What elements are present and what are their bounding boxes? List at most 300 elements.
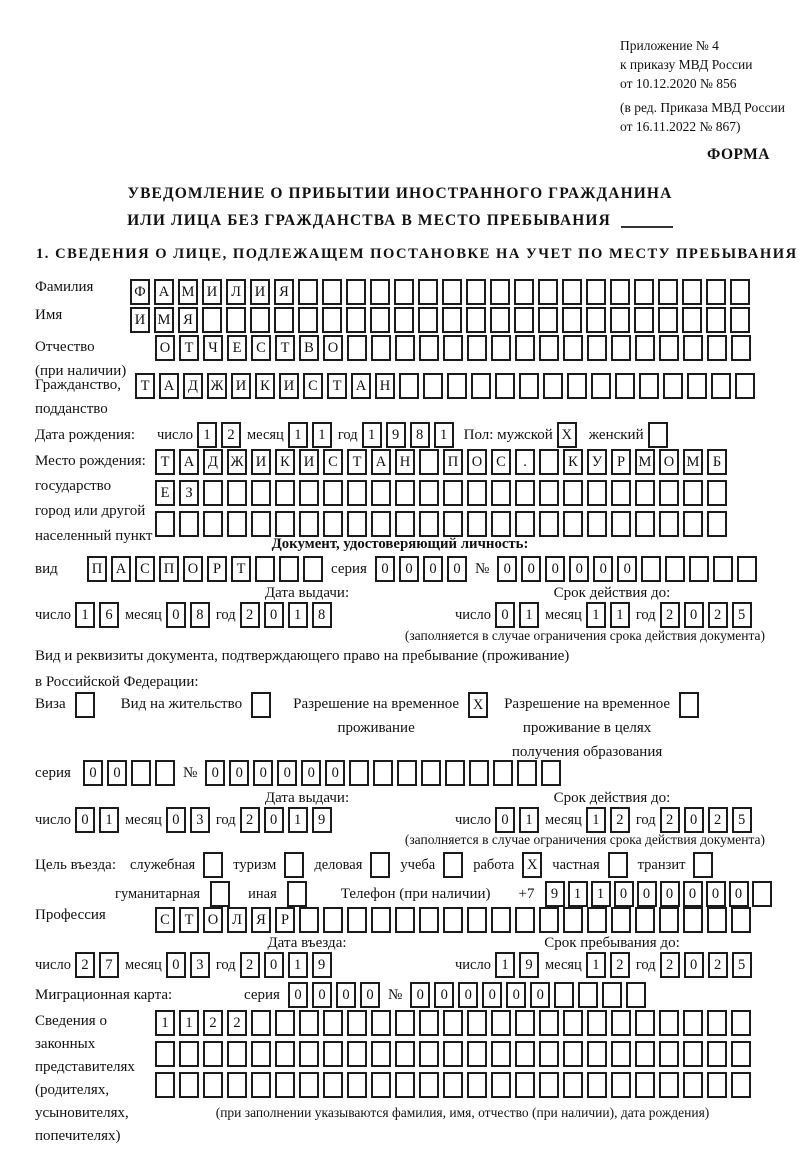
char-cell[interactable]: 0: [312, 982, 332, 1008]
char-cell[interactable]: [515, 907, 535, 933]
char-cell[interactable]: [322, 307, 342, 333]
char-cell[interactable]: [539, 1010, 559, 1036]
char-cell[interactable]: [323, 511, 343, 537]
char-cell[interactable]: 9: [386, 422, 406, 448]
char-cell[interactable]: 0: [482, 982, 502, 1008]
char-cell[interactable]: 0: [506, 982, 526, 1008]
char-cell[interactable]: 1: [362, 422, 382, 448]
char-cell[interactable]: [517, 760, 537, 786]
char-cell[interactable]: [371, 1010, 391, 1036]
char-cell[interactable]: [611, 907, 631, 933]
char-cell[interactable]: [443, 480, 463, 506]
char-cell[interactable]: И: [130, 307, 150, 333]
char-cell[interactable]: [515, 335, 535, 361]
char-cell[interactable]: [635, 511, 655, 537]
char-cell[interactable]: [731, 907, 751, 933]
char-cell[interactable]: П: [159, 556, 179, 582]
char-cell[interactable]: [155, 760, 175, 786]
char-cell[interactable]: 0: [495, 602, 515, 628]
char-cell[interactable]: [423, 373, 443, 399]
purpose-chastnaya-checkbox[interactable]: [608, 852, 628, 878]
char-cell[interactable]: [515, 1010, 535, 1036]
char-cell[interactable]: [203, 480, 223, 506]
char-cell[interactable]: 5: [732, 807, 752, 833]
char-cell[interactable]: П: [443, 449, 463, 475]
char-cell[interactable]: 0: [75, 807, 95, 833]
char-cell[interactable]: И: [250, 279, 270, 305]
char-cell[interactable]: [611, 480, 631, 506]
char-cell[interactable]: [615, 373, 635, 399]
char-cell[interactable]: [275, 1010, 295, 1036]
char-cell[interactable]: 0: [545, 556, 565, 582]
char-cell[interactable]: 2: [708, 952, 728, 978]
char-cell[interactable]: [75, 692, 95, 718]
char-cell[interactable]: [519, 373, 539, 399]
char-cell[interactable]: 9: [312, 807, 332, 833]
char-cell[interactable]: [419, 511, 439, 537]
char-cell[interactable]: [323, 1072, 343, 1098]
char-cell[interactable]: [299, 511, 319, 537]
char-cell[interactable]: [491, 1010, 511, 1036]
char-cell[interactable]: [467, 480, 487, 506]
char-cell[interactable]: 0: [683, 881, 703, 907]
char-cell[interactable]: [539, 1041, 559, 1067]
char-cell[interactable]: 1: [155, 1010, 175, 1036]
char-cell[interactable]: 7: [99, 952, 119, 978]
sex-female-checkbox[interactable]: [648, 422, 668, 448]
char-cell[interactable]: [299, 1010, 319, 1036]
char-cell[interactable]: [467, 1010, 487, 1036]
char-cell[interactable]: 1: [75, 602, 95, 628]
char-cell[interactable]: [490, 307, 510, 333]
char-cell[interactable]: К: [255, 373, 275, 399]
char-cell[interactable]: [659, 480, 679, 506]
char-cell[interactable]: [706, 307, 726, 333]
char-cell[interactable]: [567, 373, 587, 399]
char-cell[interactable]: [735, 373, 755, 399]
char-cell[interactable]: 5: [732, 952, 752, 978]
char-cell[interactable]: И: [299, 449, 319, 475]
char-cell[interactable]: Ч: [203, 335, 223, 361]
char-cell[interactable]: [687, 373, 707, 399]
char-cell[interactable]: [541, 760, 561, 786]
char-cell[interactable]: 0: [684, 952, 704, 978]
char-cell[interactable]: 0: [617, 556, 637, 582]
char-cell[interactable]: 9: [545, 881, 565, 907]
char-cell[interactable]: [155, 511, 175, 537]
char-cell[interactable]: 1: [288, 952, 308, 978]
char-cell[interactable]: [275, 1072, 295, 1098]
char-cell[interactable]: [303, 556, 323, 582]
char-cell[interactable]: [515, 1041, 535, 1067]
char-cell[interactable]: [443, 1010, 463, 1036]
char-cell[interactable]: [347, 1010, 367, 1036]
char-cell[interactable]: И: [202, 279, 222, 305]
char-cell[interactable]: [679, 692, 699, 718]
char-cell[interactable]: [397, 760, 417, 786]
char-cell[interactable]: 1: [197, 422, 217, 448]
char-cell[interactable]: [251, 692, 271, 718]
char-cell[interactable]: [347, 1041, 367, 1067]
char-cell[interactable]: [251, 511, 271, 537]
char-cell[interactable]: 0: [325, 760, 345, 786]
char-cell[interactable]: [466, 307, 486, 333]
char-cell[interactable]: [587, 480, 607, 506]
char-cell[interactable]: [371, 907, 391, 933]
char-cell[interactable]: [635, 1041, 655, 1067]
char-cell[interactable]: [563, 907, 583, 933]
char-cell[interactable]: [323, 907, 343, 933]
char-cell[interactable]: [611, 1010, 631, 1036]
char-cell[interactable]: [730, 279, 750, 305]
char-cell[interactable]: [298, 279, 318, 305]
char-cell[interactable]: [665, 556, 685, 582]
char-cell[interactable]: [371, 1041, 391, 1067]
char-cell[interactable]: [419, 335, 439, 361]
char-cell[interactable]: 9: [519, 952, 539, 978]
char-cell[interactable]: [227, 480, 247, 506]
char-cell[interactable]: [467, 335, 487, 361]
char-cell[interactable]: 6: [99, 602, 119, 628]
char-cell[interactable]: 0: [447, 556, 467, 582]
char-cell[interactable]: [578, 982, 598, 1008]
char-cell[interactable]: [491, 1072, 511, 1098]
char-cell[interactable]: [693, 852, 713, 878]
char-cell[interactable]: [634, 279, 654, 305]
char-cell[interactable]: Е: [155, 480, 175, 506]
char-cell[interactable]: [635, 1072, 655, 1098]
char-cell[interactable]: Т: [135, 373, 155, 399]
char-cell[interactable]: [635, 335, 655, 361]
char-cell[interactable]: 0: [495, 807, 515, 833]
char-cell[interactable]: С: [251, 335, 271, 361]
char-cell[interactable]: А: [371, 449, 391, 475]
purpose-ucheba-checkbox[interactable]: [443, 852, 463, 878]
char-cell[interactable]: 1: [568, 881, 588, 907]
char-cell[interactable]: С: [303, 373, 323, 399]
char-cell[interactable]: С: [155, 907, 175, 933]
char-cell[interactable]: X: [468, 692, 488, 718]
char-cell[interactable]: Т: [275, 335, 295, 361]
char-cell[interactable]: [467, 907, 487, 933]
char-cell[interactable]: [515, 480, 535, 506]
char-cell[interactable]: [347, 335, 367, 361]
char-cell[interactable]: 2: [660, 952, 680, 978]
char-cell[interactable]: 1: [288, 602, 308, 628]
char-cell[interactable]: 0: [253, 760, 273, 786]
char-cell[interactable]: 0: [375, 556, 395, 582]
edu-permit-checkbox[interactable]: [679, 692, 699, 718]
char-cell[interactable]: Д: [183, 373, 203, 399]
char-cell[interactable]: 0: [637, 881, 657, 907]
char-cell[interactable]: [539, 480, 559, 506]
char-cell[interactable]: 0: [301, 760, 321, 786]
char-cell[interactable]: [179, 511, 199, 537]
char-cell[interactable]: [395, 335, 415, 361]
char-cell[interactable]: 2: [75, 952, 95, 978]
char-cell[interactable]: И: [251, 449, 271, 475]
char-cell[interactable]: 8: [410, 422, 430, 448]
char-cell[interactable]: 0: [264, 602, 284, 628]
char-cell[interactable]: [658, 307, 678, 333]
char-cell[interactable]: [731, 335, 751, 361]
char-cell[interactable]: Т: [179, 335, 199, 361]
char-cell[interactable]: 0: [660, 881, 680, 907]
char-cell[interactable]: [179, 1072, 199, 1098]
char-cell[interactable]: О: [203, 907, 223, 933]
sex-male-checkbox[interactable]: [557, 422, 577, 448]
char-cell[interactable]: X: [557, 422, 577, 448]
char-cell[interactable]: М: [635, 449, 655, 475]
purpose-delovaya-checkbox[interactable]: [370, 852, 390, 878]
char-cell[interactable]: 0: [229, 760, 249, 786]
char-cell[interactable]: [539, 335, 559, 361]
char-cell[interactable]: [635, 907, 655, 933]
char-cell[interactable]: О: [659, 449, 679, 475]
char-cell[interactable]: К: [563, 449, 583, 475]
char-cell[interactable]: [610, 307, 630, 333]
char-cell[interactable]: 1: [288, 807, 308, 833]
char-cell[interactable]: [683, 907, 703, 933]
char-cell[interactable]: [659, 335, 679, 361]
char-cell[interactable]: [611, 1041, 631, 1067]
char-cell[interactable]: В: [299, 335, 319, 361]
char-cell[interactable]: Н: [395, 449, 415, 475]
char-cell[interactable]: [611, 335, 631, 361]
char-cell[interactable]: [227, 1041, 247, 1067]
char-cell[interactable]: [226, 307, 246, 333]
char-cell[interactable]: [635, 1010, 655, 1036]
char-cell[interactable]: [737, 556, 757, 582]
char-cell[interactable]: 0: [166, 602, 186, 628]
char-cell[interactable]: [539, 1072, 559, 1098]
char-cell[interactable]: 0: [530, 982, 550, 1008]
char-cell[interactable]: [659, 511, 679, 537]
char-cell[interactable]: С: [135, 556, 155, 582]
char-cell[interactable]: 0: [521, 556, 541, 582]
char-cell[interactable]: М: [154, 307, 174, 333]
temp-permit-checkbox[interactable]: [468, 692, 488, 718]
char-cell[interactable]: Ф: [130, 279, 150, 305]
char-cell[interactable]: О: [467, 449, 487, 475]
char-cell[interactable]: [514, 307, 534, 333]
char-cell[interactable]: 0: [360, 982, 380, 1008]
char-cell[interactable]: З: [179, 480, 199, 506]
char-cell[interactable]: [323, 480, 343, 506]
char-cell[interactable]: [442, 279, 462, 305]
char-cell[interactable]: [495, 373, 515, 399]
char-cell[interactable]: [347, 907, 367, 933]
char-cell[interactable]: А: [154, 279, 174, 305]
char-cell[interactable]: 2: [240, 807, 260, 833]
char-cell[interactable]: X: [522, 852, 542, 878]
char-cell[interactable]: [322, 279, 342, 305]
char-cell[interactable]: [752, 881, 772, 907]
char-cell[interactable]: Р: [275, 907, 295, 933]
char-cell[interactable]: [659, 1041, 679, 1067]
char-cell[interactable]: [587, 1010, 607, 1036]
char-cell[interactable]: [563, 480, 583, 506]
char-cell[interactable]: 5: [732, 602, 752, 628]
char-cell[interactable]: [683, 480, 703, 506]
char-cell[interactable]: [659, 1010, 679, 1036]
char-cell[interactable]: 1: [179, 1010, 199, 1036]
char-cell[interactable]: [419, 480, 439, 506]
char-cell[interactable]: [251, 1041, 271, 1067]
char-cell[interactable]: Л: [227, 907, 247, 933]
char-cell[interactable]: [563, 1041, 583, 1067]
char-cell[interactable]: [347, 511, 367, 537]
char-cell[interactable]: 0: [399, 556, 419, 582]
char-cell[interactable]: [203, 1041, 223, 1067]
char-cell[interactable]: [466, 279, 486, 305]
char-cell[interactable]: [490, 279, 510, 305]
char-cell[interactable]: [371, 1072, 391, 1098]
char-cell[interactable]: [284, 852, 304, 878]
char-cell[interactable]: 2: [610, 952, 630, 978]
char-cell[interactable]: [179, 1041, 199, 1067]
char-cell[interactable]: [611, 511, 631, 537]
char-cell[interactable]: [447, 373, 467, 399]
purpose-sluzhebnaya-checkbox[interactable]: [203, 852, 223, 878]
char-cell[interactable]: [648, 422, 668, 448]
char-cell[interactable]: 1: [99, 807, 119, 833]
char-cell[interactable]: [543, 373, 563, 399]
char-cell[interactable]: [299, 1072, 319, 1098]
char-cell[interactable]: 1: [591, 881, 611, 907]
char-cell[interactable]: С: [323, 449, 343, 475]
char-cell[interactable]: [538, 307, 558, 333]
char-cell[interactable]: [658, 279, 678, 305]
char-cell[interactable]: 2: [610, 807, 630, 833]
char-cell[interactable]: 0: [497, 556, 517, 582]
char-cell[interactable]: 0: [83, 760, 103, 786]
char-cell[interactable]: [287, 881, 307, 907]
char-cell[interactable]: 0: [706, 881, 726, 907]
char-cell[interactable]: Я: [178, 307, 198, 333]
char-cell[interactable]: 2: [203, 1010, 223, 1036]
char-cell[interactable]: 0: [336, 982, 356, 1008]
char-cell[interactable]: [707, 907, 727, 933]
char-cell[interactable]: [641, 556, 661, 582]
char-cell[interactable]: Л: [226, 279, 246, 305]
char-cell[interactable]: [155, 1041, 175, 1067]
char-cell[interactable]: 0: [729, 881, 749, 907]
purpose-inaya-checkbox[interactable]: [287, 881, 307, 907]
char-cell[interactable]: Я: [251, 907, 271, 933]
char-cell[interactable]: [251, 480, 271, 506]
char-cell[interactable]: [610, 279, 630, 305]
char-cell[interactable]: У: [587, 449, 607, 475]
char-cell[interactable]: [635, 480, 655, 506]
char-cell[interactable]: [682, 307, 702, 333]
char-cell[interactable]: Ж: [227, 449, 247, 475]
residence-permit-checkbox[interactable]: [251, 692, 271, 718]
char-cell[interactable]: 0: [264, 807, 284, 833]
char-cell[interactable]: [419, 449, 439, 475]
char-cell[interactable]: А: [351, 373, 371, 399]
char-cell[interactable]: [659, 907, 679, 933]
char-cell[interactable]: [491, 480, 511, 506]
char-cell[interactable]: А: [179, 449, 199, 475]
char-cell[interactable]: П: [87, 556, 107, 582]
char-cell[interactable]: [370, 279, 390, 305]
char-cell[interactable]: .: [515, 449, 535, 475]
char-cell[interactable]: [493, 760, 513, 786]
char-cell[interactable]: [586, 307, 606, 333]
char-cell[interactable]: [659, 1072, 679, 1098]
char-cell[interactable]: [731, 1041, 751, 1067]
char-cell[interactable]: [371, 335, 391, 361]
char-cell[interactable]: 8: [190, 602, 210, 628]
char-cell[interactable]: [539, 907, 559, 933]
char-cell[interactable]: 1: [519, 602, 539, 628]
char-cell[interactable]: [707, 335, 727, 361]
char-cell[interactable]: 1: [288, 422, 308, 448]
char-cell[interactable]: [707, 1041, 727, 1067]
char-cell[interactable]: [442, 307, 462, 333]
char-cell[interactable]: [683, 1041, 703, 1067]
char-cell[interactable]: [347, 1072, 367, 1098]
char-cell[interactable]: [419, 1041, 439, 1067]
char-cell[interactable]: [155, 1072, 175, 1098]
char-cell[interactable]: [274, 307, 294, 333]
char-cell[interactable]: О: [183, 556, 203, 582]
char-cell[interactable]: Ж: [207, 373, 227, 399]
char-cell[interactable]: [418, 279, 438, 305]
char-cell[interactable]: Т: [155, 449, 175, 475]
char-cell[interactable]: [347, 480, 367, 506]
char-cell[interactable]: [421, 760, 441, 786]
char-cell[interactable]: [626, 982, 646, 1008]
char-cell[interactable]: [395, 1041, 415, 1067]
char-cell[interactable]: 1: [586, 602, 606, 628]
char-cell[interactable]: [707, 1010, 727, 1036]
char-cell[interactable]: [373, 760, 393, 786]
char-cell[interactable]: 0: [166, 952, 186, 978]
char-cell[interactable]: 0: [423, 556, 443, 582]
char-cell[interactable]: И: [279, 373, 299, 399]
char-cell[interactable]: [275, 511, 295, 537]
char-cell[interactable]: [443, 852, 463, 878]
char-cell[interactable]: [514, 279, 534, 305]
char-cell[interactable]: [469, 760, 489, 786]
char-cell[interactable]: [587, 335, 607, 361]
char-cell[interactable]: 2: [708, 807, 728, 833]
char-cell[interactable]: [203, 1072, 223, 1098]
purpose-rabota-checkbox[interactable]: [522, 852, 542, 878]
char-cell[interactable]: [683, 1072, 703, 1098]
purpose-gumanitarnaya-checkbox[interactable]: [210, 881, 230, 907]
char-cell[interactable]: [395, 511, 415, 537]
char-cell[interactable]: 0: [434, 982, 454, 1008]
char-cell[interactable]: [419, 1072, 439, 1098]
char-cell[interactable]: [210, 881, 230, 907]
char-cell[interactable]: [275, 1041, 295, 1067]
char-cell[interactable]: 1: [586, 807, 606, 833]
char-cell[interactable]: [689, 556, 709, 582]
char-cell[interactable]: [554, 982, 574, 1008]
char-cell[interactable]: [370, 307, 390, 333]
char-cell[interactable]: [371, 511, 391, 537]
char-cell[interactable]: 0: [264, 952, 284, 978]
char-cell[interactable]: [683, 511, 703, 537]
char-cell[interactable]: [467, 1072, 487, 1098]
char-cell[interactable]: 2: [227, 1010, 247, 1036]
char-cell[interactable]: 0: [205, 760, 225, 786]
char-cell[interactable]: [731, 1072, 751, 1098]
char-cell[interactable]: 0: [684, 602, 704, 628]
